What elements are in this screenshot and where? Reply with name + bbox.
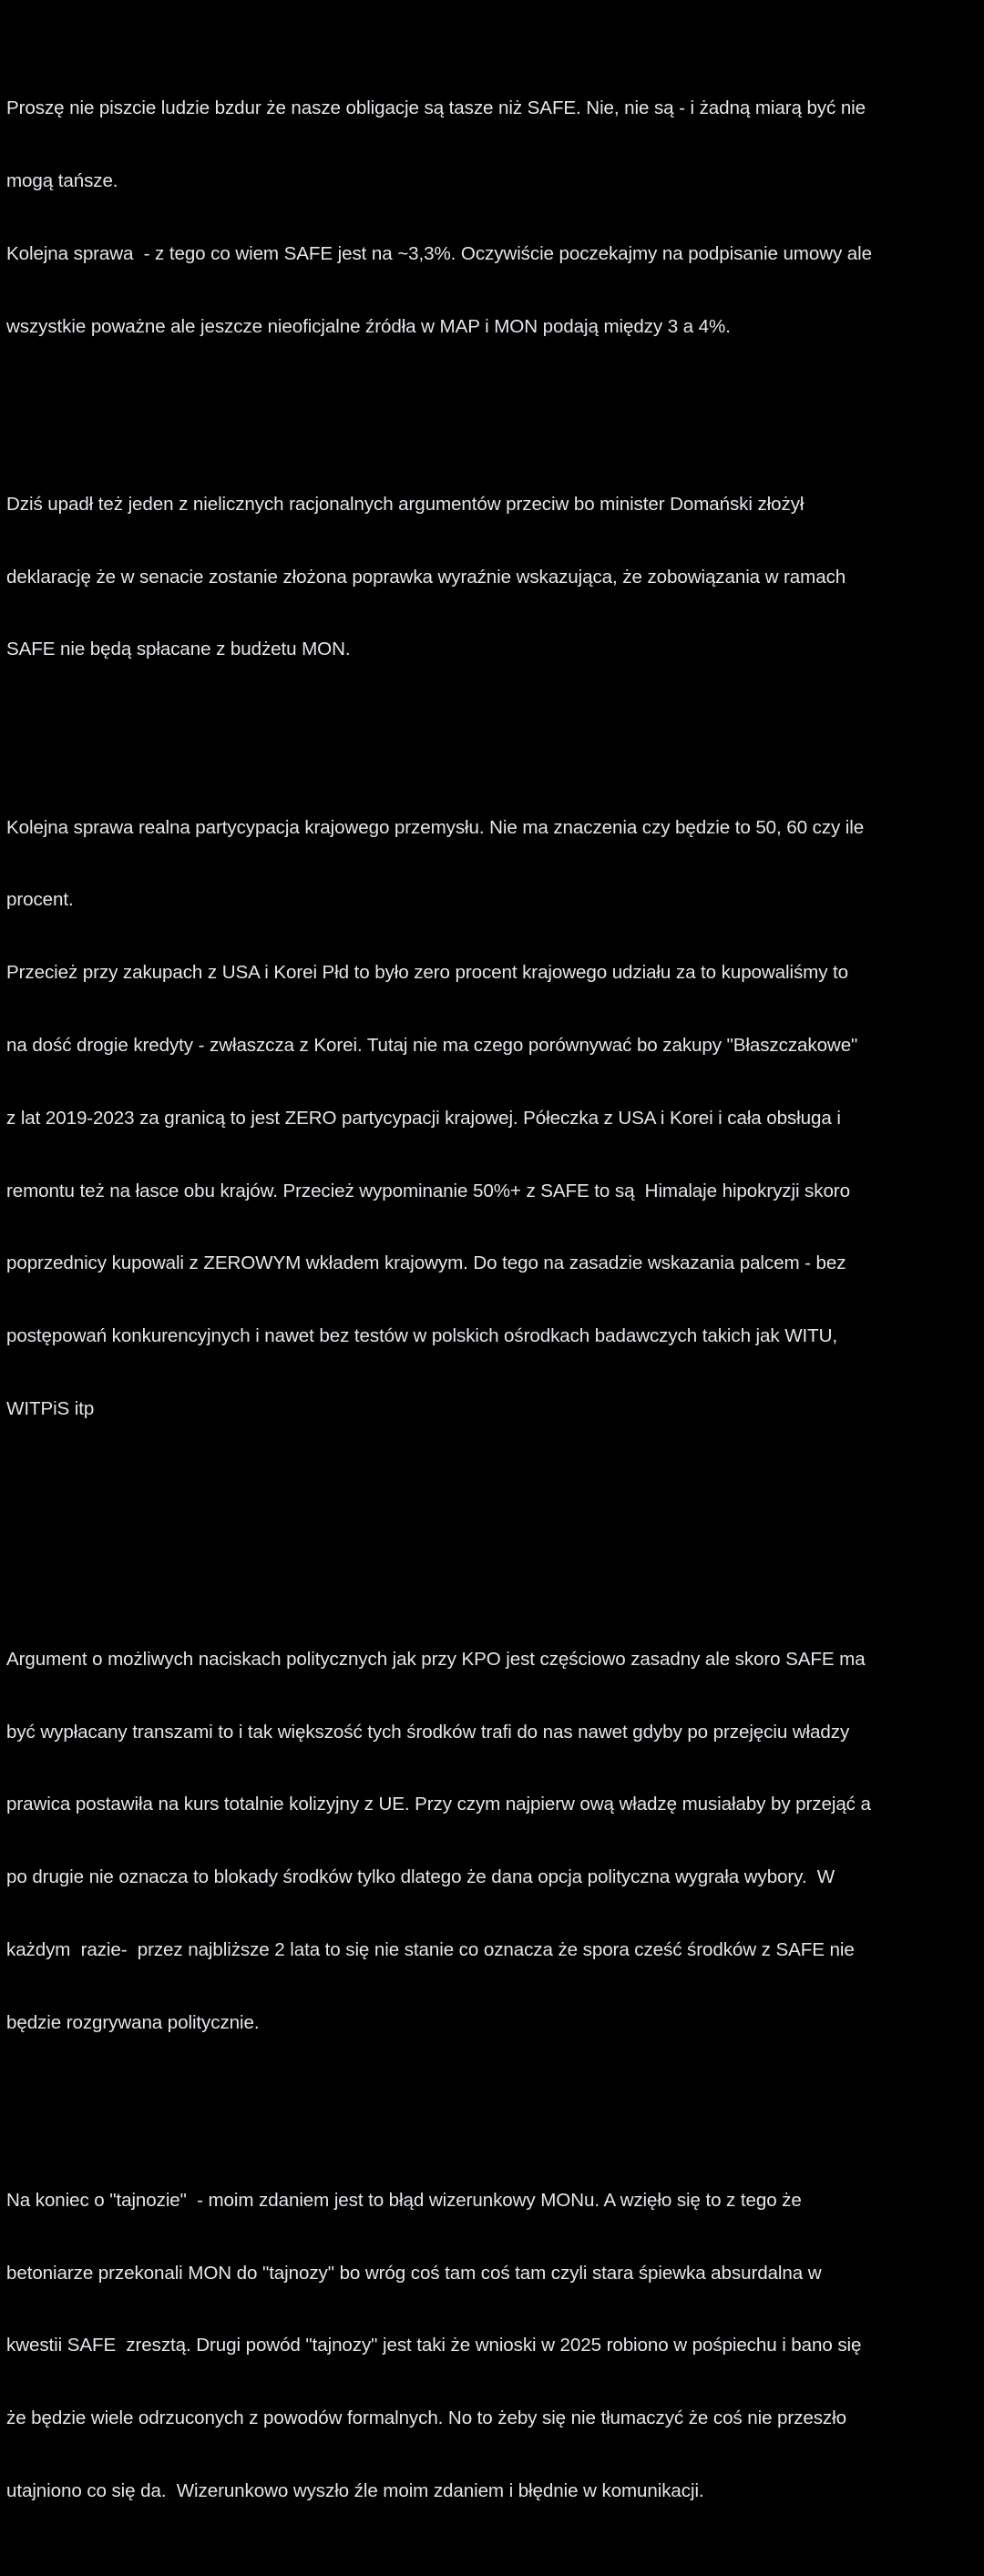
text-line: wszystkie poważne ale jeszcze nieoficjalne źródła w MAP i MON podają między 3 a 4%. [6, 315, 731, 337]
text-line: Na koniec o "tajnozie" - moim zdaniem jest to błąd wizerunkowy MONu. A wzięło się to z tego że [6, 2189, 802, 2211]
paragraph-5 [6, 2141, 979, 2552]
text-line: remontu też na łasce obu krajów. Przecież wypominanie 50%+ z SAFE to są Himalaje hipokryzji skoro [6, 1180, 850, 1201]
paragraph-1 [6, 48, 979, 387]
paragraph-4 [6, 1600, 979, 2084]
post-body [6, 0, 979, 2576]
text-line: z lat 2019-2023 za granicą to jest ZERO partycypacji krajowej. Półeczka z USA i Korei i cała obsługa i [6, 1107, 841, 1129]
text-line: procent. [6, 889, 74, 911]
text-line: na dość drogie kredyty - zwłaszcza z Korei. Tutaj nie ma czego porównywać bo zakupy "Błaszczakowe" [6, 1034, 858, 1056]
paragraph-3 [6, 767, 979, 1542]
text-line: Argument o możliwych naciskach politycznych jak przy KPO jest częściowo zasadny ale skoro SAFE ma [6, 1648, 866, 1670]
text-line: deklarację że w senacie zostanie złożona poprawka wyraźnie wskazująca, że zobowiązania w ramach [6, 566, 846, 588]
text-line: SAFE nie będą spłacane z budżetu MON. [6, 639, 351, 660]
text-line: betoniarze przekonali MON do "tajnozy" bo wróg coś tam coś tam czyli stara śpiewka absurdalna w [6, 2262, 822, 2284]
text-line: być wypłacany transzami to i tak większość tych środków trafi do nas nawet gdyby po przejęciu władzy [6, 1721, 850, 1743]
text-line: kwestii SAFE zresztą. Drugi powód "tajnozy" jest taki że wnioski w 2025 robiono w pośpiechu i bano się [6, 2335, 862, 2356]
text-line [6, 1470, 979, 1495]
text-line: postępowań konkurencyjnych i nawet bez testów w polskich ośrodkach badawczych takich jak WITU, [6, 1325, 838, 1347]
text-line: poprzednicy kupowali z ZEROWYM wkładem krajowym. Do tego na zasadzie wskazania palcem - bez [6, 1252, 846, 1274]
text-line: Kolejna sprawa realna partycypacja krajowego przemysłu. Nie ma znaczenia czy będzie to 50, 60 czy ile [6, 816, 865, 838]
text-line: utajniono co się da. Wizerunkowo wyszło źle moim zdaniem i błędnie w komunikacji. [6, 2479, 704, 2501]
text-line: że będzie wiele odrzuconych z powodów formalnych. No to żeby się nie tłumaczyć że coś nie przeszło [6, 2407, 846, 2429]
text-line: każdym razie- przez najbliższe 2 lata to się nie stanie co oznacza że spora cześć środków z SAFE nie [6, 1938, 855, 1960]
paragraph-2 [6, 445, 979, 711]
text-line: mogą tańsze. [6, 170, 118, 192]
text-line: prawica postawiła na kurs totalnie kolizyjny z UE. Przy czym najpierw ową władzę musiałaby by przejąć a [6, 1794, 871, 1815]
text-line: będzie rozgrywana politycznie. [6, 2011, 260, 2033]
text-line: WITPiS itp [6, 1397, 95, 1419]
text-line: po drugie nie oznacza to blokady środków tylko dlatego że dana opcja polityczna wygrała wybory. W [6, 1866, 835, 1888]
text-line: Kolejna sprawa - z tego co wiem SAFE jest na ~3,3%. Oczywiście poczekajmy na podpisanie umowy ale [6, 242, 872, 264]
text-line: Proszę nie piszcie ludzie bzdur że nasze obligacje są tasze niż SAFE. Nie, nie są - i żadną miarą być nie [6, 97, 866, 119]
text-line: Dziś upadł też jeden z nielicznych racjonalnych argumentów przeciw bo minister Domański złożył [6, 493, 805, 515]
text-line: Przecież przy zakupach z USA i Korei Płd to było zero procent krajowego udziału za to kupowaliśmy to [6, 962, 849, 984]
